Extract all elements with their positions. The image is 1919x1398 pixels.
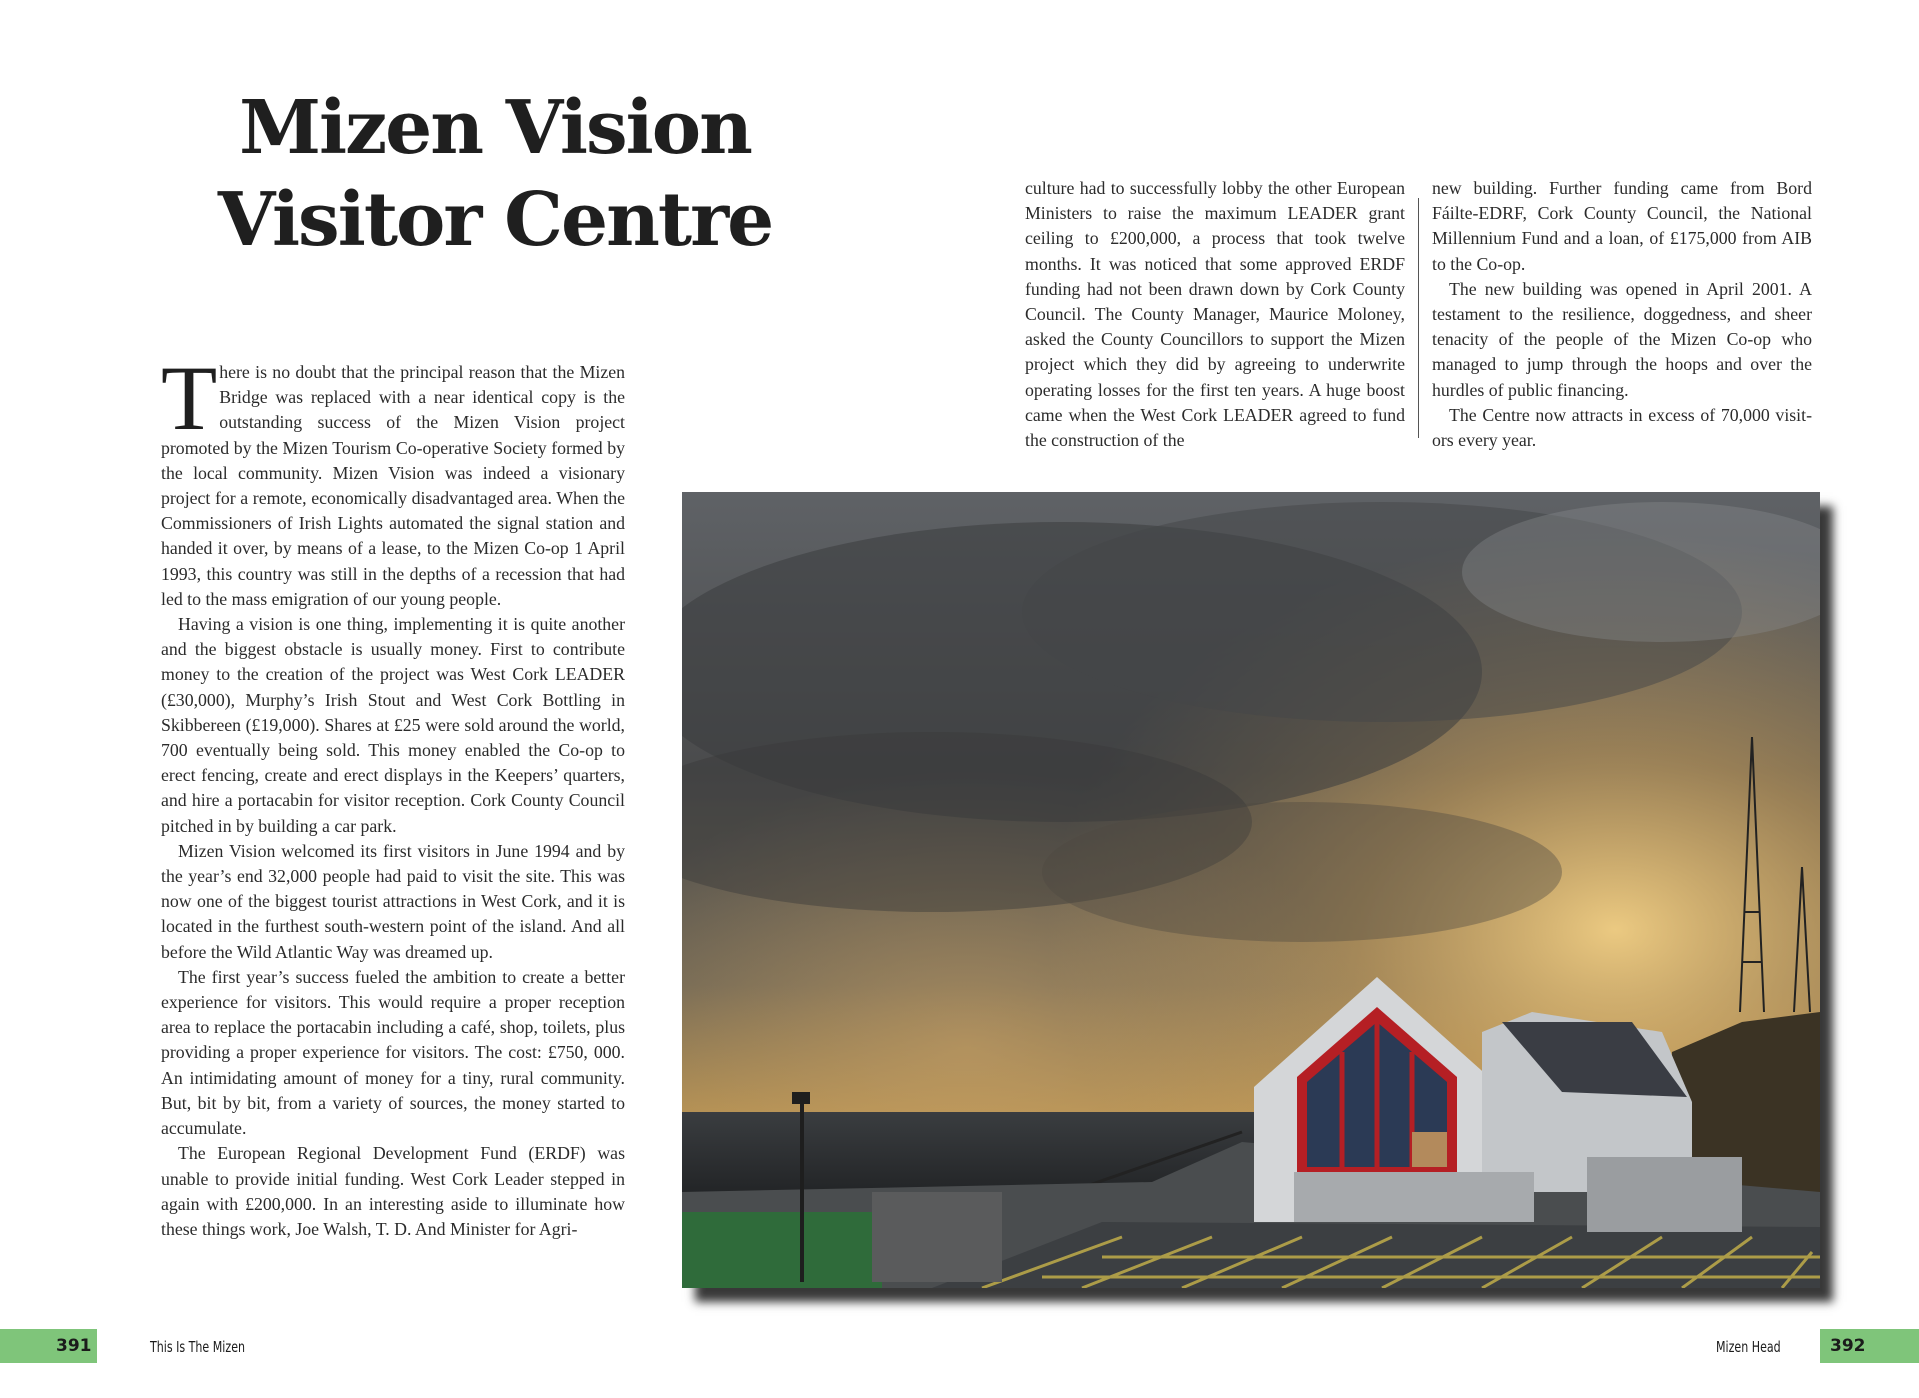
left-text-column <box>161 347 625 1242</box>
paragraph-1 <box>161 347 625 612</box>
paragraph-7: new building. Further funding came from Bord Fáilte-EDRF, Cork County Council, the National Millennium Fund and a loan, of £175,000 from AIB to the Co-op. <box>1432 178 1812 274</box>
paragraph-3: Mizen Vision welcomed its first visitors in June 1994 and by the year’s end 32,000 people had paid to visit the site. This was now one of the biggest tourist attractions in West Cork, and it is located in the furthest south-western point of the island. And all before the Wild Atlantic Way was dreamed up. <box>161 840 625 962</box>
right-text-column <box>1432 176 1812 453</box>
paragraph-6: culture had to successfully lobby the other European Ministers to raise the maximum LEADER grant ceiling to £200,000, a process that took twelve months. It was noticed that some approved ERDF funding had not been drawn down by Cork County Council. The County Manager, Maurice Moloney, asked the County Councillors to support the Mizen project which they did by agreeing to underwrite operating losses for the first ten years. A huge boost came when the West Cork LEADER agreed to fund the construction of the <box>1025 178 1405 451</box>
paragraph-5: The European Regional Development Fund (ERDF) was unable to provide initial funding. West Cork Leader stepped in again with £200,000. In an interesting aside to illuminate how these things work, Joe Walsh, T. D. And Minister for Agri- <box>161 1143 625 1239</box>
column-divider <box>1418 198 1419 438</box>
middle-text-column <box>1025 176 1405 453</box>
right-page-number: 392 <box>1830 1336 1866 1356</box>
paragraph-4: The first year’s success fueled the ambition to create a better experience for visitors. This would require a proper reception area to replace the portacabin including a café, shop, toilets, plus providing a proper experience for visitors. The cost: £750, 000. An intimidating amount of money for a tiny, rural community. But, bit by bit, from a variety of sources, the money started to accumulate. <box>161 966 625 1139</box>
paragraph-1-text: here is no doubt that the principal reason that the Mizen Bridge was replaced with a near identical copy is the outstanding success of the Mizen Vision project promoted by the Mizen Tourism Co-operative Society formed by the local community. Mizen Vision was indeed a visionary project for a remote, economically disadvantaged area. When the Commissioners of Irish Lights automated the signal station and handed it over, by means of a lease, to the Mizen Co-op 1 April 1993, this country was still in the depths of a recession that had led to the mass emigration of our young people. <box>161 362 625 609</box>
title-line-2: Visitor Centre <box>217 177 773 263</box>
paragraph-8: The new building was opened in April 2001. A testament to the resilience, doggedness, and sheer tenacity of the people of the Mizen Co-op who managed to jump through the hoops and over the hurdles of public financing. <box>1432 278 1812 400</box>
paragraph-2: Having a vision is one thing, implementing it is quite another and the biggest obstacle is usually money. First to contribute money to the creation of the project was West Cork LEADER (£30,000), Murphy’s Irish Stout and West Cork Bottling in Skibbereen (£19,000). Shares at £25 were sold around the world, 700 eventually being sold. This money enabled the Co-op to erect fencing, create and erect displays in the Keepers’ quarters, and hire a portacabin for visitor reception. Cork County Council pitched in by building a car park. <box>161 614 625 836</box>
page-title <box>160 82 830 266</box>
left-page-number: 391 <box>56 1336 92 1356</box>
right-running-title: Mizen Head <box>1716 1338 1781 1356</box>
dropcap: T <box>161 347 218 449</box>
paragraph-9: The Centre now attracts in excess of 70,000 visitors every year. <box>1432 404 1812 451</box>
left-running-title: This Is The Mizen <box>150 1338 246 1356</box>
visitor-centre-photo <box>682 492 1820 1288</box>
title-line-1: Mizen Vision <box>239 85 751 171</box>
